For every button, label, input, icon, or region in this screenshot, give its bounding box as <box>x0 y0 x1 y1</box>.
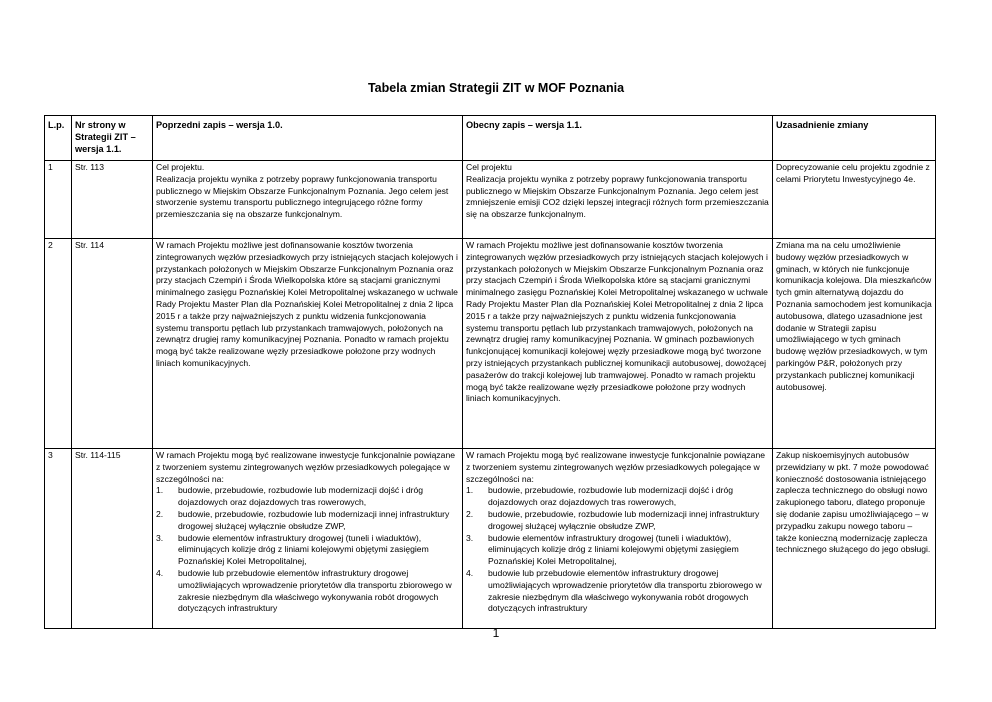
list-number: 3. <box>466 532 474 543</box>
row-page: Str. 114 <box>72 239 153 449</box>
list-text: budowie elementów infrastruktury drogowej (tuneli i wiaduktów), eliminujących kolizje dróg z liniami kolejowymi objętymi zasięgiem Poznańskiej Kolei Metropolitalnej, <box>178 532 429 567</box>
row-previous <box>153 161 463 239</box>
table-row <box>45 239 936 449</box>
row-page: Str. 113 <box>72 161 153 239</box>
cell-paragraph: Realizacja projektu wynika z potrzeby poprawy funkcjonowania transportu publicznego w Miejskim Obszarze Funkcjonalnym Poznania. Jego celem jest zmniejszenie emisji CO2 dzięki lepszej integracji różnych form przemieszczania się na obszarze funkcjonalnym. <box>466 173 769 220</box>
list-item <box>156 533 459 568</box>
list-item <box>156 485 459 509</box>
list-item <box>156 568 459 615</box>
page-number: 1 <box>492 626 500 640</box>
row-reason: Zakup niskoemisyjnych autobusów przewidziany w pkt. 7 może powodować konieczność dostosowania istniejącego zaplecza technicznego do obsługi nowo zakupionego taboru, dlatego proponuje się dodanie zapisu umożliwiającego – w przypadku zakupu nowego taboru – także konieczną modernizację zaplecza technicznego służącego do jego obsługi. <box>773 449 936 629</box>
row-previous <box>153 449 463 629</box>
list-item <box>156 509 459 533</box>
row-current <box>463 161 773 239</box>
list-item <box>466 533 769 568</box>
header-current: Obecny zapis – wersja 1.1. <box>463 116 773 161</box>
list-item <box>466 509 769 533</box>
row-reason: Zmiana ma na celu umożliwienie budowy węzłów przesiadkowych w gminach, w których nie funkcjonuje komunikacja kolejowa. Dla mieszkańców tych gmin alternatywą dojazdu do Poznania samochodem jest komunikacja autobusowa, dlatego uzasadnione jest dodanie w Strategii zapisu umożliwiającego w tych gminach budowę węzłów przesiadkowych, w tym parkingów P&R, położonych przy przystankach publicznej komunikacji autobusowej. <box>773 239 936 449</box>
list-number: 4. <box>156 567 164 578</box>
list-text: budowie, przebudowie, rozbudowie lub modernizacji dojść i dróg dojazdowych oraz dojazdowych tras rowerowych, <box>488 485 734 508</box>
list-text: budowie lub przebudowie elementów infrastruktury drogowej umożliwiających wprowadzenie priorytetów dla transportu zbiorowego w zakresie niezbędnym dla właściwego wykonywania robót drogowych dotyczących infrastruktury <box>488 567 762 614</box>
list-number: 4. <box>466 567 474 578</box>
header-reason: Uzasadnienie zmiany <box>773 116 936 161</box>
row-current: W ramach Projektu możliwe jest dofinansowanie kosztów tworzenia zintegrowanych węzłów przesiadkowych przy istniejących stacjach kolejowych i przystankach położonych w Miejskim Obszarze Funkcjonalnym Poznania oraz przy stacjach Czempiń i Środa Wielkopolska które są stacjami granicznymi minimalnego zasięgu Poznańskiej Kolei Metropolitalnej wskazanego w uchwale Rady Projektu Master Plan dla Poznańskiej Kolei Metropolitalnej z dnia 2 lipca 2015 r a także przy najważniejszych z punktu widzenia funkcjonowania systemu transportu pętlach lub przystankach tramwajowych, położonych na zewnątrz drugiej ramy komunikacyjnej Poznania. W gminach pozbawionych funkcjonującej komunikacji kolejowej węzły przesiadkowe mogą być tworzone przy istniejących przystankach publicznej komunikacji autobusowej, dowożącej pasażerów do trakcji kolejowej lub tramwajowej. Ponadto w ramach projektu mogą być także realizowane węzły przesiadkowe położone przy wodnych liniach komunikacyjnych. <box>463 239 773 449</box>
cell-paragraph: Cel projektu. <box>156 162 205 172</box>
list-item <box>466 485 769 509</box>
list-text: budowie elementów infrastruktury drogowej (tuneli i wiaduktów), eliminujących kolizje dróg z liniami kolejowymi objętymi zasięgiem Poznańskiej Kolei Metropolitalnej, <box>488 532 739 567</box>
row-previous: W ramach Projektu możliwe jest dofinansowanie kosztów tworzenia zintegrowanych węzłów przesiadkowych przy istniejących stacjach kolejowych i przystankach położonych w Miejskim Obszarze Funkcjonalnym Poznania oraz przy stacjach Czempiń i Środa Wielkopolska które są stacjami granicznymi minimalnego zasięgu Poznańskiej Kolei Metropolitalnej wskazanego w uchwale Rady Projektu Master Plan dla Poznańskiej Kolei Metropolitalnej z dnia 2 lipca 2015 r a także przy najważniejszych z punktu widzenia funkcjonowania systemu transportu pętlach lub przystankach tramwajowych, położonych na zewnątrz drugiej ramy komunikacyjnej Poznania. Ponadto w ramach projektu mogą być także realizowane węzły przesiadkowe położone przy wodnych liniach komunikacyjnych. <box>153 239 463 449</box>
list-item <box>466 568 769 615</box>
list-text: budowie, przebudowie, rozbudowie lub modernizacji innej infrastruktury drogowej służącej wyłącznie obsłudze ZWP, <box>488 508 760 531</box>
row-reason: Doprecyzowanie celu projektu zgodnie z celami Priorytetu Inwestycyjnego 4e. <box>773 161 936 239</box>
header-previous: Poprzedni zapis – wersja 1.0. <box>153 116 463 161</box>
list-number: 3. <box>156 532 164 543</box>
list-text: budowie, przebudowie, rozbudowie lub modernizacji dojść i dróg dojazdowych oraz dojazdowych tras rowerowych, <box>178 485 424 508</box>
row-current <box>463 449 773 629</box>
list-text: budowie, przebudowie, rozbudowie lub modernizacji innej infrastruktury drogowej służącej wyłącznie obsłudze ZWP, <box>178 508 450 531</box>
list-number: 1. <box>466 485 474 496</box>
cell-intro: W ramach Projektu mogą być realizowane inwestycje funkcjonalnie powiązane z tworzeniem systemu zintegrowanych węzłów przesiadkowych polegające w szczególności na: <box>466 450 766 484</box>
list-number: 1. <box>156 485 164 496</box>
table-row <box>45 449 936 629</box>
list-text: budowie lub przebudowie elementów infrastruktury drogowej umożliwiających wprowadzenie priorytetów dla transportu zbiorowego w zakresie niezbędnym dla właściwego wykonywania robót drogowych dotyczących infrastruktury <box>178 567 452 614</box>
row-lp: 1 <box>45 161 72 239</box>
changes-table <box>44 115 936 629</box>
header-page: Nr strony w Strategii ZIT – wersja 1.1. <box>72 116 153 161</box>
row-lp: 2 <box>45 239 72 449</box>
cell-intro: W ramach Projektu mogą być realizowane inwestycje funkcjonalnie powiązane z tworzeniem systemu zintegrowanych węzłów przesiadkowych polegające w szczególności na: <box>156 450 456 484</box>
cell-paragraph: Realizacja projektu wynika z potrzeby poprawy funkcjonowania transportu publicznego w Miejskim Obszarze Funkcjonalnym Poznania. Jego celem jest stworzenie systemu transportu publicznego integrującego różne formy przemieszczania się na obszarze funkcjonalnym. <box>156 173 449 220</box>
document-title: Tabela zmian Strategii ZIT w MOF Poznania <box>367 81 625 95</box>
table-row <box>45 161 936 239</box>
row-page: Str. 114-115 <box>72 449 153 629</box>
cell-paragraph: Cel projektu <box>466 162 512 172</box>
list-number: 2. <box>156 508 164 519</box>
list-number: 2. <box>466 508 474 519</box>
header-lp: L.p. <box>45 116 72 161</box>
table-header-row <box>45 116 936 161</box>
row-lp: 3 <box>45 449 72 629</box>
